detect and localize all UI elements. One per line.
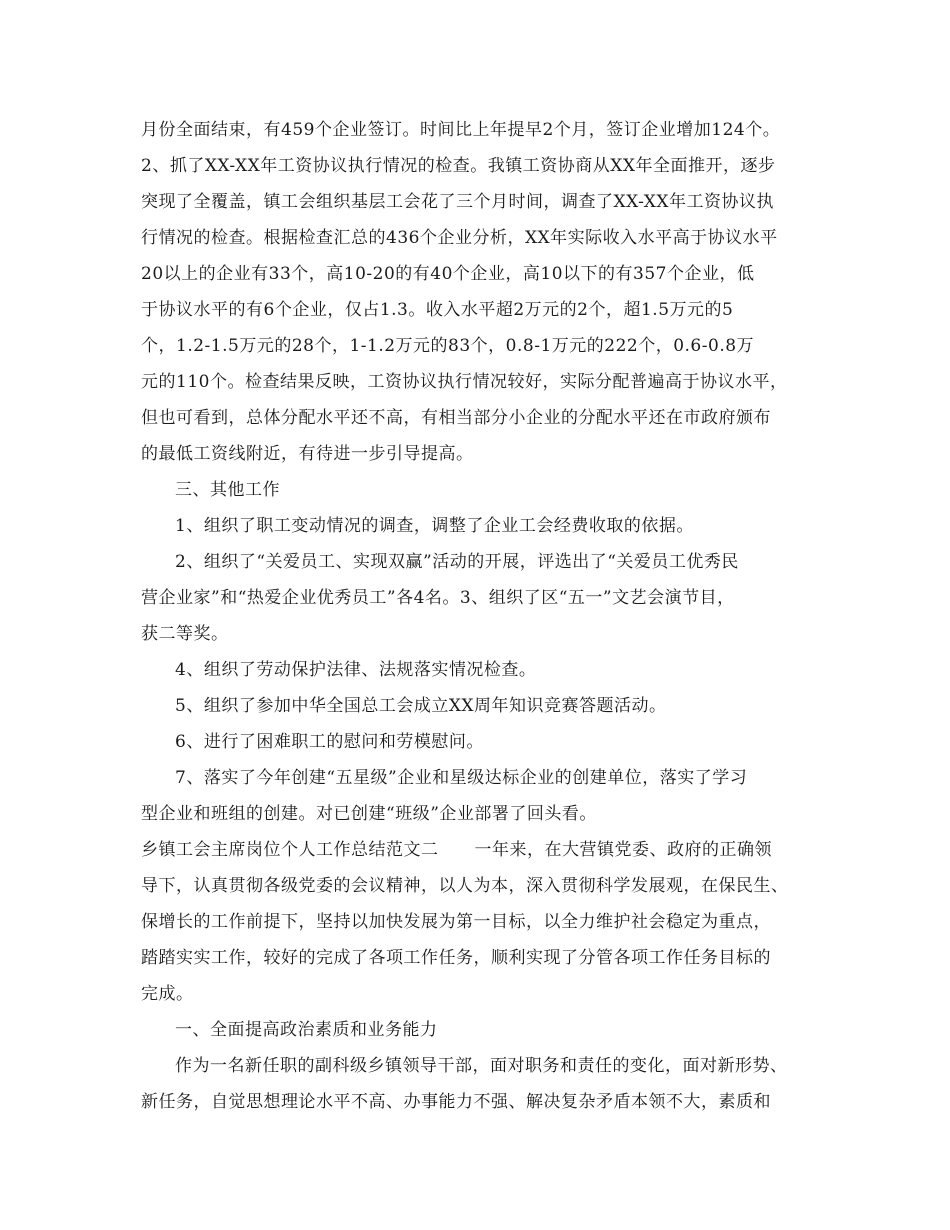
paragraph-line: 2、组织了“关爱员工、实现双赢”活动的开展，评选出了“关爱员工优秀民 xyxy=(175,552,739,572)
article-title: 乡镇工会主席岗位个人工作总结范文二 xyxy=(141,840,439,860)
paragraph-line: 4、组织了劳动保护法律、法规落实情况检查。 xyxy=(175,660,537,680)
paragraph-line: 5、组织了参加中华全国总工会成立XX周年知识竞赛答题活动。 xyxy=(175,696,667,716)
paragraph-line: 踏踏实实工作，较好的完成了各项工作任务，顺利实现了分管各项工作任务目标的 xyxy=(141,948,771,968)
paragraph-line: 营企业家”和“热爱企业优秀员工”各4名。3、组织了区“五一”文艺会演节目， xyxy=(141,588,735,608)
paragraph-line: 保增长的工作前提下，坚持以加快发展为第一目标，以全力维护社会稳定为重点， xyxy=(141,912,771,932)
paragraph-line: 突现了全覆盖，镇工会组织基层工会花了三个月时间，调查了XX-XX年工资协议执 xyxy=(141,192,774,212)
paragraph-line: 月份全面结束，有459个企业签订。时间比上年提早2个月，签订企业增加124个。 xyxy=(141,120,781,140)
paragraph-line: 个，1.2-1.5万元的28个，1-1.2万元的83个，0.8-1万元的222个，0.6-0.8万 xyxy=(141,336,755,356)
paragraph-line: 型企业和班组的创建。对已创建“班级”企业部署了回头看。 xyxy=(141,804,597,824)
paragraph-text: 一年来，在大营镇党委、政府的正确领 xyxy=(474,840,772,860)
paragraph-line: 完成。 xyxy=(141,984,194,1004)
section-heading: 一、全面提高政治素质和业务能力 xyxy=(175,1020,438,1040)
paragraph-line: 20以上的企业有33个，高10-20的有40个企业，高10以下的有357个企业，低 xyxy=(141,264,755,284)
paragraph-line: 导下，认真贯彻各级党委的会议精神，以人为本，深入贯彻科学发展观，在保民生、 xyxy=(141,876,789,896)
paragraph-line: 行情况的检查。根据检查汇总的436个企业分析，XX年实际收入水平高于协议水平 xyxy=(141,228,778,248)
paragraph-line: 的最低工资线附近，有待进一步引导提高。 xyxy=(141,444,474,464)
title-line xyxy=(141,840,772,860)
paragraph-line: 元的110个。检查结果反映，工资协议执行情况较好，实际分配普遍高于协议水平， xyxy=(141,372,788,392)
paragraph-line: 新任务，自觉思想理论水平不高、办事能力不强、解决复杂矛盾本领不大，素质和 xyxy=(141,1092,771,1112)
paragraph-line: 获二等奖。 xyxy=(141,624,229,644)
paragraph-line: 7、落实了今年创建“五星级”企业和星级达标企业的创建单位，落实了学习 xyxy=(175,768,748,788)
paragraph-line: 作为一名新任职的副科级乡镇领导干部，面对职务和责任的变化，面对新形势、 xyxy=(175,1056,788,1076)
paragraph-line: 1、组织了职工变动情况的调查，调整了企业工会经费收取的依据。 xyxy=(175,516,694,536)
paragraph-line: 于协议水平的有6个企业，仅占1.3。收入水平超2万元的2个，超1.5万元的5 xyxy=(141,300,734,320)
section-heading: 三、其他工作 xyxy=(175,480,280,500)
paragraph-line: 6、进行了困难职工的慰问和劳模慰问。 xyxy=(175,732,484,752)
paragraph-line: 但也可看到，总体分配水平还不高，有相当部分小企业的分配水平还在市政府颁布 xyxy=(141,408,771,428)
paragraph-line: 2、抓了XX-XX年工资协议执行情况的检查。我镇工资协商从XX年全面推开，逐步 xyxy=(141,156,776,176)
